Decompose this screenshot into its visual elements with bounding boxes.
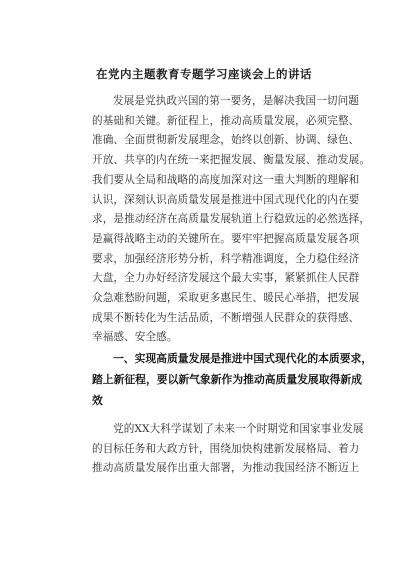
paragraph-line: 幸福感、安全感。 (92, 331, 178, 344)
heading-line: 效 (92, 394, 103, 407)
heading-line: 一、实现高质量发展是推进中国式现代化的本质要求， (113, 352, 373, 365)
paragraph-line: 党的XX大科学谋划了未来一个时期党和国家事业发展 (113, 423, 364, 435)
section-heading-1 (92, 348, 372, 411)
paragraph-line: 我们要从全局和战略的高度加深对这一重大判断的理解和 (92, 173, 360, 186)
paragraph-line: 要求，加强经济形势分析，科学精准调度，全力稳住经济 (92, 252, 360, 265)
paragraph-line: 是赢得战略主动的关键所在。要牢牢把握高质量发展各项 (92, 232, 360, 245)
paragraph-line: 大盘，全力办好经济发展这个最大实事，紧紧抓住人民群 (92, 272, 360, 285)
paragraph-line: 求，是推动经济在高质量发展轨道上行稳致远的必然选择， (92, 213, 371, 226)
paragraph-line: 成果不断转化为生活品质，不断增强人民群众的获得感、 (92, 311, 360, 324)
heading-line: 踏上新征程，要以新气象新作为推动高质量发展取得新成 (92, 373, 362, 386)
document-title: 在党内主题教育专题学习座谈会上的讲话 (96, 67, 312, 81)
paragraph-2 (92, 420, 364, 479)
paragraph-line: 发展是党执政兴国的第一要务，是解决我国一切问题 (113, 95, 359, 107)
paragraph-line: 开放、共享的内在统一来把握发展、衡量发展、推动发展。 (92, 154, 371, 167)
paragraph-line: 认识，深刻认识高质量发展是推进中国式现代化的内在要 (92, 193, 360, 206)
paragraph-line: 准确、全面贯彻新发展理念，始终以创新、协调、绿色、 (92, 134, 360, 147)
paragraph-1 (92, 92, 371, 348)
paragraph-line: 的目标任务和大政方针，围绕加快构建新发展格局、着力 (92, 442, 360, 455)
paragraph-line: 众急难愁盼问题，采取更多惠民生、暖民心举措，把发展 (92, 292, 360, 305)
paragraph-line: 的基础和关键。新征程上，推动高质量发展，必须完整、 (92, 114, 360, 127)
paragraph-line: 推动高质量发展作出重大部署，为推动我国经济不断迈上 (92, 462, 360, 475)
